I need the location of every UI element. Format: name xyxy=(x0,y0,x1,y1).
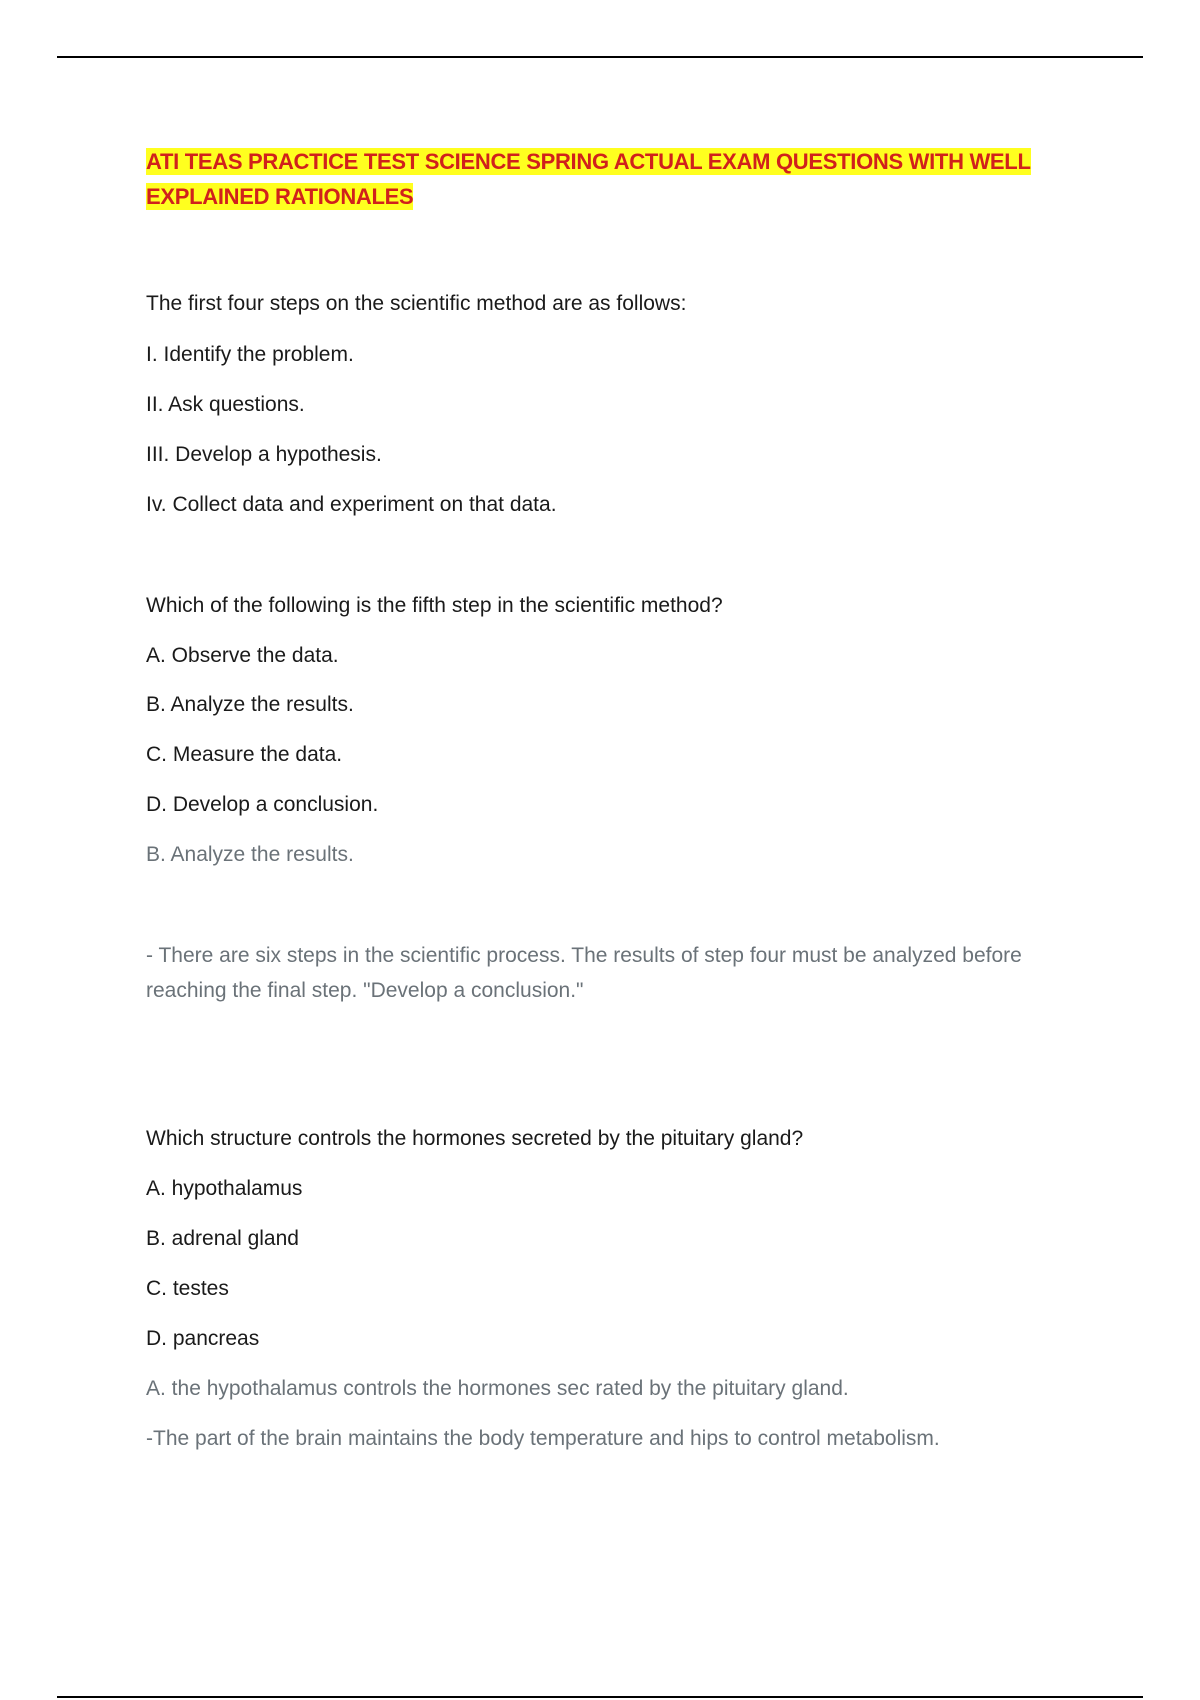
intro-step: I. Identify the problem. xyxy=(146,343,354,366)
intro-lead: The first four steps on the scientific method are as follows: xyxy=(146,292,687,315)
rationale: -The part of the brain maintains the body temperature and hips to control metabolism. xyxy=(146,1427,940,1450)
footer-rule xyxy=(57,1696,1143,1698)
correct-answer: A. the hypothalamus controls the hormones sec rated by the pituitary gland. xyxy=(146,1377,849,1400)
question-prompt: Which structure controls the hormones secreted by the pituitary gland? xyxy=(146,1127,804,1150)
answer-option: D. pancreas xyxy=(146,1327,260,1350)
answer-option: C. Measure the data. xyxy=(146,743,343,766)
header-rule xyxy=(57,56,1143,58)
answer-option: A. Observe the data. xyxy=(146,644,339,667)
intro-step: II. Ask questions. xyxy=(146,393,305,416)
intro-step: Iv. Collect data and experiment on that data. xyxy=(146,493,557,516)
answer-option: A. hypothalamus xyxy=(146,1177,303,1200)
document-body xyxy=(146,144,1066,1454)
answer-option: C. testes xyxy=(146,1277,229,1300)
document-title xyxy=(146,144,1066,214)
question-1 xyxy=(146,591,1066,1008)
intro-step: III. Develop a hypothesis. xyxy=(146,443,382,466)
answer-option: B. Analyze the results. xyxy=(146,693,354,716)
answer-option: B. adrenal gland xyxy=(146,1227,299,1250)
title-highlight: ATI TEAS PRACTICE TEST SCIENCE SPRING ACTUAL EXAM QUESTIONS WITH WELL EXPLAINED RATIONALES xyxy=(146,149,1031,209)
question-2 xyxy=(146,1124,1066,1454)
correct-answer: B. Analyze the results. xyxy=(146,843,354,866)
question-prompt: Which of the following is the fifth step in the scientific method? xyxy=(146,594,723,617)
intro-section xyxy=(146,289,1066,520)
rationale: - There are six steps in the scientific process. The results of step four must be analyzed before reaching the final step. "Develop a conclusion." xyxy=(146,944,1022,1002)
answer-option: D. Develop a conclusion. xyxy=(146,793,379,816)
